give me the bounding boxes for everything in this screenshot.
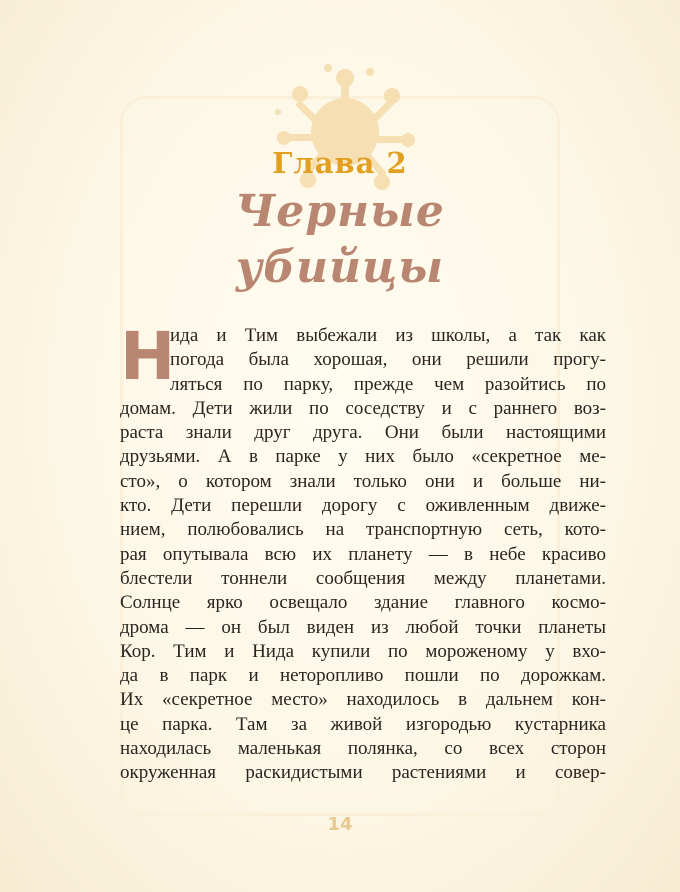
text-line: находилась маленькая полянка, со всех сторон — [120, 738, 606, 760]
drop-cap: Н — [120, 318, 176, 395]
text-line: кто. Дети перешли дорогу с оживленным движе- — [120, 495, 606, 517]
text-line: раста знали друг друга. Они были настоящими — [120, 422, 606, 444]
text-line: це парка. Там за живой изгородью кустарника — [120, 713, 606, 735]
body-paragraph — [120, 318, 606, 786]
text-line: дрома — он был виден из любой точки планеты — [120, 616, 606, 638]
text-line: Солнце ярко освещало здание главного космо- — [120, 592, 606, 614]
page-number: 14 — [327, 814, 353, 835]
text-line: Кор. Тим и Нида купили по мороженому у вхо- — [120, 640, 606, 662]
text-line: окруженная раскидистыми растениями и совер- — [120, 762, 606, 784]
text-line: домам. Дети жили по соседству и с раннего воз- — [120, 397, 606, 419]
chapter-title-line-2: убийцы — [235, 242, 445, 293]
text-line: сто», о котором знали только они и больше ни- — [120, 470, 606, 492]
text-line: ида и Тим выбежали из школы, а так как — [170, 325, 606, 346]
text-line: Их «секретное место» находилось в дальнем кон- — [120, 689, 606, 711]
text-line: друзьями. А в парке у них было «секретное ме- — [120, 446, 606, 468]
text-line: блестели тоннели сообщения между планетами. — [120, 567, 606, 589]
text-line: нием, полюбовались на транспортную сеть, кото- — [120, 519, 606, 541]
text-line: рая опутывала всю их планету — в небе красиво — [120, 543, 606, 565]
text-line: погода была хорошая, они решили прогу- — [170, 349, 606, 371]
chapter-label: Глава 2 — [272, 146, 408, 180]
chapter-title-line-1: Черные — [235, 186, 445, 237]
text-line: да в парк и неторопливо пошли по дорожкам. — [120, 665, 606, 687]
text-line: ляться по парку, прежде чем разойтись по — [170, 373, 606, 395]
